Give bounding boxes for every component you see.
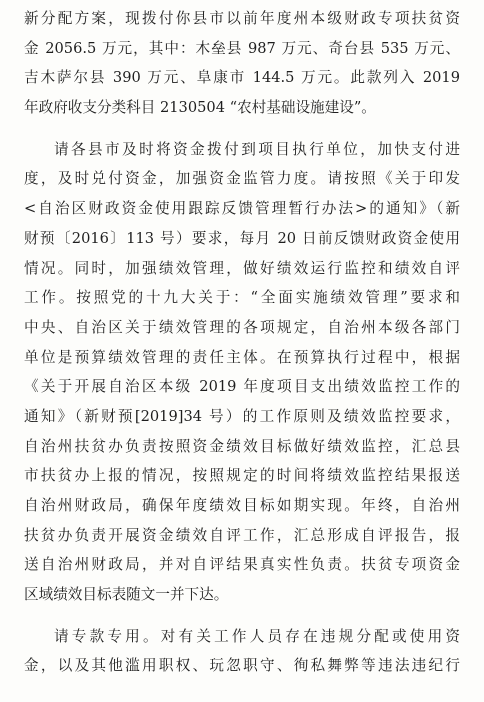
text-line: 扶贫办负责开展资金绩效自评工作，汇总形成自评报告，报 [24,526,460,544]
text-line: 送自治州财政局，并对自评结果真实性负责。扶贫专项资金 [24,556,460,574]
text-line: 年政府收支分类科目 2130504 “农村基础设施建设”。 [24,99,376,117]
text-line: <自治区财政资金使用跟踪反馈管理暂行办法>的通知》（新 [24,200,460,218]
text-line: 单位是预算绩效管理的责任主体。在预算执行过程中，根据 [24,348,460,366]
text-line: 通知》（新财预[2019]34 号）的工作原则及绩效监控要求， [24,407,460,425]
text-line: 度，及时兑付资金，加强资金监管力度。请按照《关于印发 [24,170,460,188]
text-line: 自治州财政局，确保年度绩效目标如期实现。年终，自治州 [24,497,460,514]
paragraph-p1 [24,4,460,123]
paragraph-p2 [24,135,460,610]
document-body [24,4,460,681]
text-line: 请各县市及时将资金拨付到项目执行单位，加快支付进 [54,140,460,158]
text-line: 新分配方案，现拨付你县市以前年度州本级财政专项扶贫资 [24,10,460,27]
text-line: 吉木萨尔县 390 万元、阜康市 144.5 万元。此款列入 2019 [24,69,460,87]
text-line: 区域绩效目标表随文一并下达。 [24,586,229,604]
text-line: 《关于开展自治区本级 2019 年度项目支出绩效监控工作的 [24,378,460,396]
text-line: 金，以及其他滥用职权、玩忽职守、徇私舞弊等违法违纪行 [24,657,460,675]
paragraph-p3 [24,622,460,681]
text-line: 财预〔2016〕113 号）要求，每月 20 日前反馈财政资金使用 [24,229,460,247]
paragraph-gap [24,610,460,622]
paragraph-gap [24,123,460,135]
text-line: 金 2056.5 万元，其中：木垒县 987 万元、奇台县 535 万元、 [24,39,460,57]
text-line: 自治州扶贫办负责按照资金绩效目标做好绩效监控，汇总县 [24,437,460,455]
text-line: 工作。按照党的十九大关于：“全面实施绩效管理”要求和 [24,289,460,307]
text-line: 中央、自治区关于绩效管理的各项规定，自治州本级各部门 [24,318,460,336]
text-line: 请专款专用。对有关工作人员存在违规分配或使用资 [54,627,460,645]
text-line: 市扶贫办上报的情况，按照规定的时间将绩效监控结果报送 [24,467,460,485]
text-line: 情况。同时，加强绩效管理，做好绩效运行监控和绩效自评 [24,259,460,277]
